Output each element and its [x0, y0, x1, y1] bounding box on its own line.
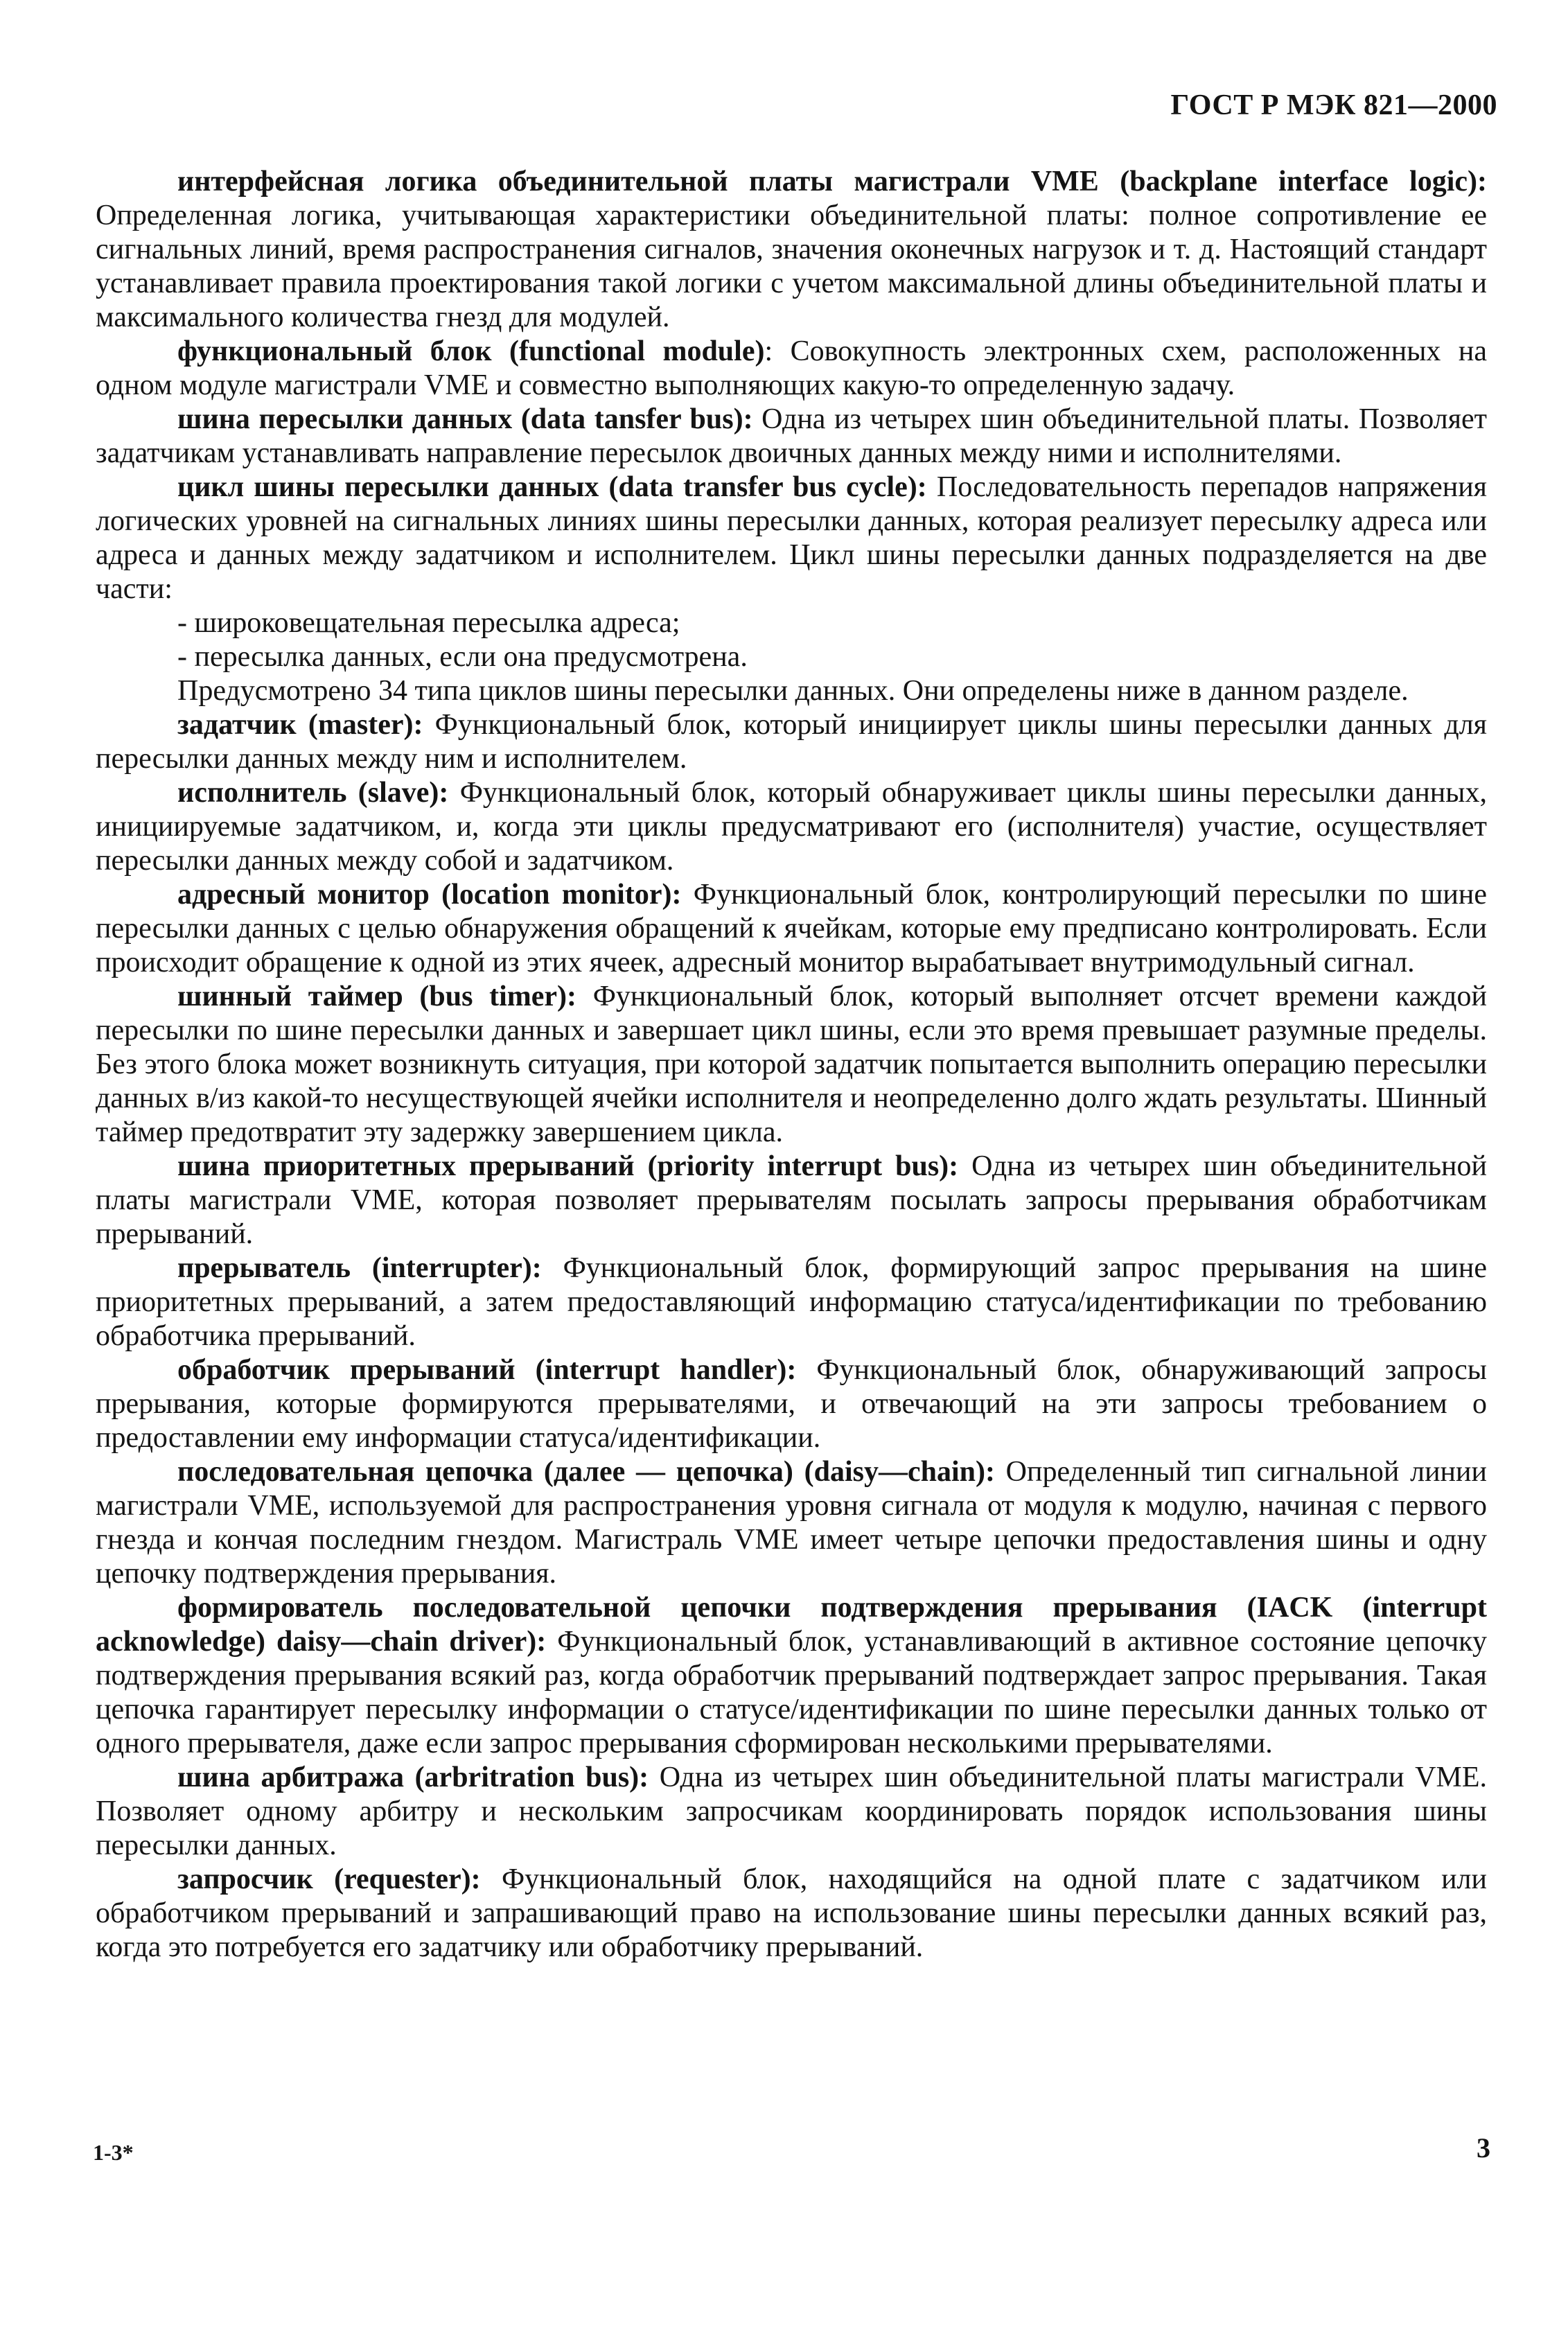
definition-text: Функциональный блок, который выполняет отсчет времени каждой пересылки по шине пересылки данных и завершает цикл шины, если это время превышает разумные пределы. Без этого блока может возникнуть ситуация, при которой задатчик попытается выполнить операцию пересылки данных в/из какой-то несуществующей ячейки исполнителя и неопределенно долго ждать результаты. Шинный таймер предотвратит эту задержку завершением цикла.: [96, 981, 1487, 1148]
list-item: [96, 606, 1487, 640]
definition-paragraph: [96, 403, 1487, 471]
definition-text: Функциональный блок, находящийся на одной плате с задатчиком или обработчиком прерываний и запрашивающий право на использование шины пересылки данных всякий раз, когда это потребуется его задатчику или обработчику прерываний.: [96, 1863, 1487, 1963]
definition-paragraph: [96, 335, 1487, 403]
page-number: 3: [1477, 2132, 1490, 2163]
definition-term: адресный монитор (location monitor):: [177, 879, 682, 911]
definition-term: функциональный блок (functional module): [177, 335, 765, 367]
definition-term: шинный таймер (bus timer):: [177, 981, 577, 1012]
definition-text: Одна из четырех шин объединительной платы магистрали VME. Позволяет одному арбитру и нескольким запросчикам координировать порядок использования шины пересылки данных.: [96, 1762, 1488, 1861]
definition-paragraph: [96, 980, 1487, 1150]
definition-term: исполнитель (slave):: [177, 777, 449, 809]
definition-paragraph: [96, 471, 1487, 606]
definition-term: запросчик (requester):: [177, 1863, 481, 1895]
definition-term: формирователь последовательной цепочки подтверждения прерывания (IACK (interrupt acknowledge) daisy—chain driver):: [96, 1592, 1487, 1658]
definition-text: Функциональный блок, который обнаруживает циклы шины пересылки данных, инициируемые задатчиком, и, когда эти циклы предусматривают его (исполнителя) участие, осуществляет пересылки данных между собой и задатчиком.: [96, 777, 1487, 877]
definition-text: Одна из четырех шин объединительной платы. Позволяет задатчикам устанавливать направление пересылок двоичных данных между ними и исполнителями.: [96, 403, 1488, 469]
definition-paragraph: [96, 1761, 1487, 1863]
definition-paragraph: [96, 1251, 1487, 1353]
definition-term: шина пересылки данных (data tansfer bus):: [177, 403, 753, 435]
definitions-body: [96, 165, 1487, 1965]
definition-text: Определенный тип сигнальной линии магистрали VME, используемой для распространения уровня сигнала от модуля к модулю, начиная с первого гнезда и кончая последним гнездом. Магистраль VME имеет четыре цепочки предоставления шины и одну цепочку подтверждения прерывания.: [96, 1456, 1487, 1590]
definition-term: шина приоритетных прерываний (priority interrupt bus):: [177, 1150, 959, 1182]
definition-paragraph: [96, 708, 1487, 776]
document-header: ГОСТ Р МЭК 821—2000: [1170, 89, 1497, 121]
definition-term: задатчик (master):: [177, 709, 423, 741]
definition-text: Функциональный блок, устанавливающий в активное состояние цепочку подтверждения прерывания всякий раз, когда обработчик прерываний подтверждает запрос прерывания. Такая цепочка гарантирует пересылку информации о статусе/идентификации по шине пересылки данных только от одного прерывателя, даже если запрос прерывания сформирован несколькими прерывателями.: [96, 1626, 1487, 1759]
definition-text: Функциональный блок, формирующий запрос прерывания на шине приоритетных прерываний, а затем предоставляющий информацию статуса/идентификации по требованию обработчика прерываний.: [96, 1252, 1487, 1352]
note-text: Предусмотрено 34 типа циклов шины пересылки данных. Они определены ниже в данном разделе.: [177, 675, 1409, 707]
definition-paragraph: [96, 1591, 1487, 1761]
list-item-text: - широковещательная пересылка адреса;: [177, 607, 680, 639]
definition-paragraph: [96, 1455, 1487, 1591]
definition-text: : Совокупность электронных схем, расположенных на одном модуле магистрали VME и совместно выполняющих какую-то определенную задачу.: [96, 335, 1487, 401]
definition-term: обработчик прерываний (interrupt handler):: [177, 1354, 797, 1386]
list-item: [96, 640, 1487, 674]
definition-paragraph: [96, 776, 1487, 878]
definition-paragraph: [96, 1150, 1487, 1251]
definition-text: Последовательность перепадов напряжения логических уровней на сигнальных линиях шины пересылки данных, которая реализует пересылку адреса или адреса и данных между задатчиком и исполнителем. Цикл шины пересылки данных подразделяется на две части:: [96, 471, 1487, 605]
note-paragraph: [96, 674, 1487, 708]
definition-term: цикл шины пересылки данных (data transfer bus cycle):: [177, 471, 927, 503]
definition-text: Одна из четырех шин объединительной платы магистрали VME, которая позволяет прерывателям посылать запросы прерывания обработчикам прерываний.: [96, 1150, 1487, 1250]
definition-paragraph: [96, 165, 1487, 335]
definition-paragraph: [96, 1863, 1487, 1965]
definition-term: интерфейсная логика объединительной платы магистрали VME (backplane interface logic):: [177, 166, 1487, 197]
sheet-mark: 1-3*: [93, 2140, 134, 2165]
definition-term: шина арбитража (arbritration bus):: [177, 1762, 649, 1793]
definition-paragraph: [96, 1353, 1487, 1455]
definition-text: Функциональный блок, обнаруживающий запросы прерывания, которые формируются прерывателями, и отвечающий на эти запросы требованием о предоставлении ему информации статуса/идентификации.: [96, 1354, 1487, 1454]
definition-text: Определенная логика, учитывающая характеристики объединительной платы: полное сопротивление ее сигнальных линий, время распространения сигналов, значения оконечных нагрузок и т. д. Настоящий стандарт устанавливает правила проектирования такой логики с учетом максимальной длины объединительной платы и максимального количества гнезд для модулей.: [96, 200, 1487, 333]
definition-term: последовательная цепочка (далее — цепочка) (daisy—chain):: [177, 1456, 995, 1488]
definition-paragraph: [96, 878, 1487, 980]
list-item-text: - пересылка данных, если она предусмотрена.: [177, 641, 748, 673]
definition-text: Функциональный блок, который инициирует циклы шины пересылки данных для пересылки данных между ним и исполнителем.: [96, 709, 1488, 775]
definition-text: Функциональный блок, контролирующий пересылки по шине пересылки данных с целью обнаружения обращений к ячейкам, которые ему предписано контролировать. Если происходит обращение к одной из этих ячеек, адресный монитор вырабатывает внутримодульный сигнал.: [96, 879, 1488, 978]
definition-term: прерыватель (interrupter):: [177, 1252, 542, 1284]
